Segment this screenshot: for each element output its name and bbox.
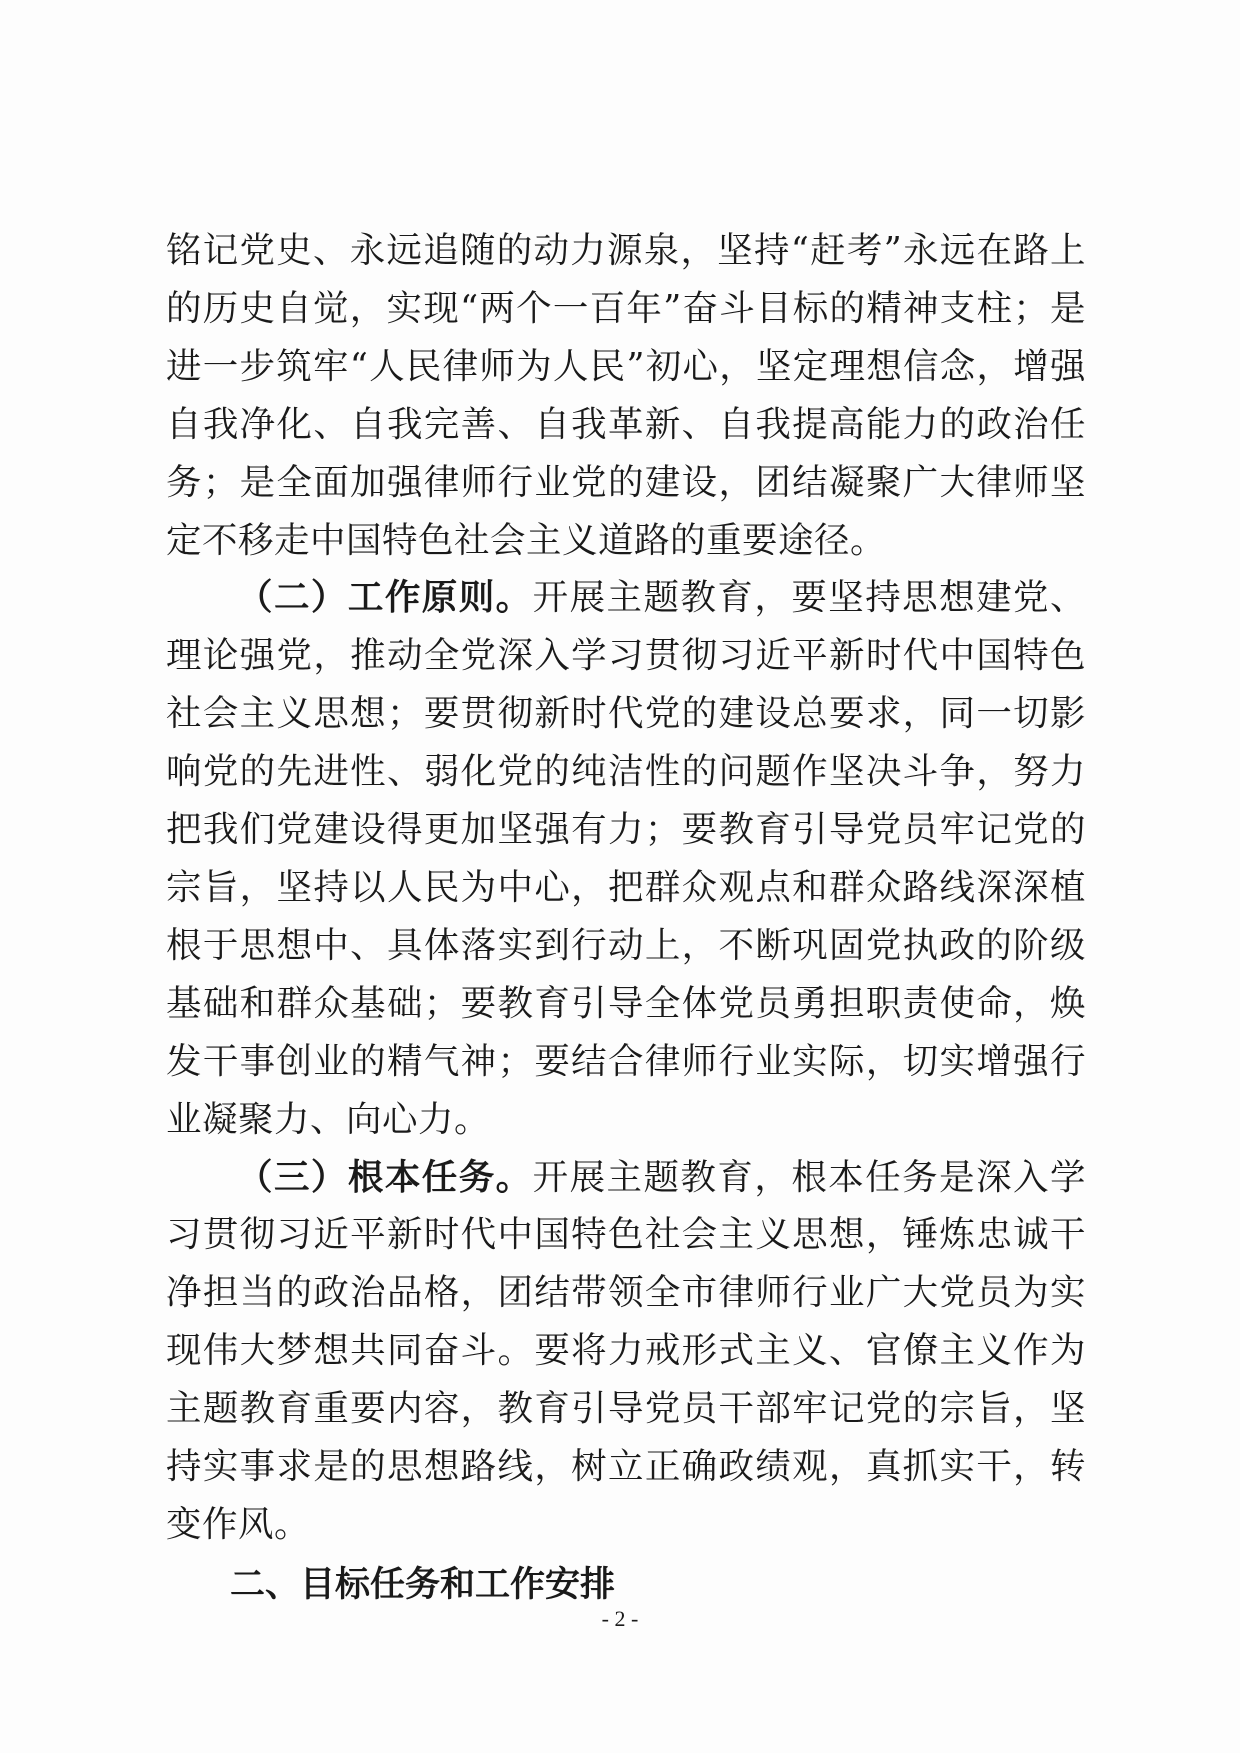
paragraph-fundamental-task	[166, 1149, 1086, 1554]
paragraph-work-principles	[166, 569, 1086, 1148]
section-body-work-principles: 开展主题教育，要坚持思想建党、理论强党，推动全党深入学习贯彻习近平新时代中国特色社会主义思想；要贯彻新时代党的建设总要求，同一切影响党的先进性、弱化党的纯洁性的问题作坚决斗争，努力把我们党建设得更加坚强有力；要教育引导党员牢记党的宗旨，坚持以人民为中心，把群众观点和群众路线深深植根于思想中、具体落实到行动上，不断巩固党执政的阶级基础和群众基础；要教育引导全体党员勇担职责使命，焕发干事创业的精气神；要结合律师行业实际，切实增强行业凝聚力、向心力。	[166, 577, 1086, 1140]
section-lead-fundamental-task: （三）根本任务。	[237, 1156, 533, 1198]
section-heading: 二、目标任务和工作安排	[230, 1564, 616, 1605]
paragraph-continuation: 铭记党史、永远追随的动力源泉，坚持“赶考”永远在路上的历史自觉，实现“两个一百年”奋斗目标的精神支柱；是进一步筑牢“人民律师为人民”初心，坚定理想信念，增强自我净化、自我完善、自我革新、自我提高能力的政治任务；是全面加强律师行业党的建设，团结凝聚广大律师坚定不移走中国特色社会主义道路的重要途径。	[166, 230, 1086, 561]
section-lead-work-principles: （二）工作原则。	[237, 577, 533, 619]
page-number: - 2 -	[601, 1606, 639, 1631]
document-body	[166, 222, 1086, 1614]
section-body-fundamental-task: 开展主题教育，根本任务是深入学习贯彻习近平新时代中国特色社会主义思想，锤炼忠诚干净担当的政治品格，团结带领全市律师行业广大党员为实现伟大梦想共同奋斗。要将力戒形式主义、官僚主义作为主题教育重要内容，教育引导党员干部牢记党的宗旨，坚持实事求是的思想路线，树立正确政绩观，真抓实干，转变作风。	[166, 1156, 1086, 1545]
